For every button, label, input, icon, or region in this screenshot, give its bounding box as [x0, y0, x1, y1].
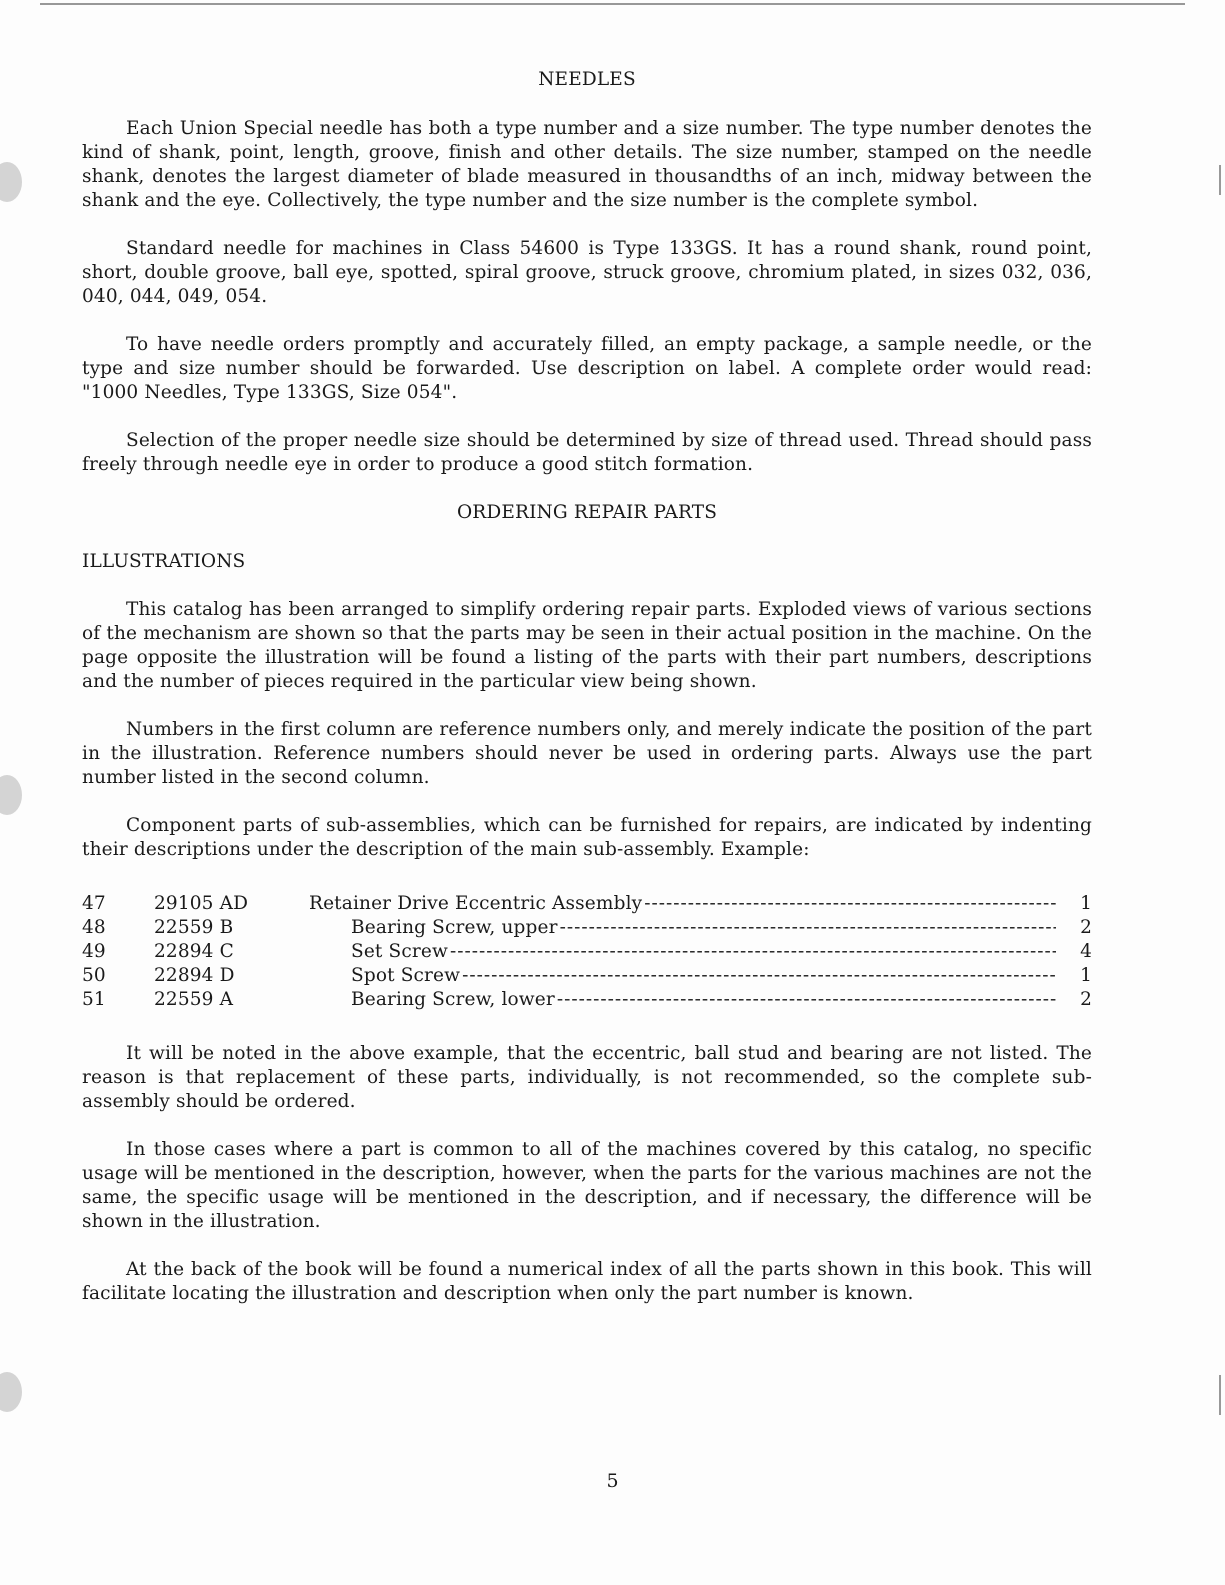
- repair-paragraph-4: It will be noted in the above example, that the eccentric, ball stud and bearing are not listed. The reason is that replacement of these parts, individually, is not recommended, so the complete sub-assembly should be ordered.: [82, 1043, 1092, 1112]
- quantity: 1: [1080, 965, 1092, 986]
- part-number: 22559 B: [154, 917, 234, 938]
- description-cell: [309, 916, 1056, 940]
- ref-number: 49: [82, 941, 106, 962]
- binder-hole: [0, 775, 22, 815]
- part-number: 29105 AD: [154, 893, 249, 914]
- description: Bearing Screw, lower: [351, 989, 555, 1010]
- leader-dashes: [557, 988, 1056, 1012]
- description-cell: [309, 988, 1056, 1012]
- needles-paragraph-2: Standard needle for machines in Class 54600 is Type 133GS. It has a round shank, round point, short, double groove, ball eye, spotted, spiral groove, struck groove, chromium plated, in sizes 032, 036, 040, 044, 049, 054.: [82, 238, 1092, 307]
- leader-dashes: [644, 892, 1056, 916]
- page-number: 5: [606, 1470, 619, 1492]
- leader-dashes: [462, 964, 1056, 988]
- example-row: [82, 988, 1092, 1012]
- example-row: [82, 940, 1092, 964]
- repair-paragraph-3: Component parts of sub-assemblies, which can be furnished for repairs, are indicated by indenting their descriptions under the description of the main sub-assembly. Example:: [82, 815, 1092, 860]
- repair-paragraph-6: At the back of the book will be found a numerical index of all the parts shown in this book. This will facilitate locating the illustration and description when only the part number is known.: [82, 1259, 1092, 1304]
- needles-heading: NEEDLES: [538, 69, 636, 90]
- quantity: 4: [1080, 941, 1092, 962]
- binder-hole: [0, 1372, 22, 1412]
- ref-number: 50: [82, 965, 106, 986]
- scan-edge-line: [40, 3, 1185, 5]
- ref-number: 51: [82, 989, 106, 1010]
- repair-paragraph-1: This catalog has been arranged to simplify ordering repair parts. Exploded views of various sections of the mechanism are shown so that the parts may be seen in their actual position in the machine. On the page opposite the illustration will be found a listing of the parts with their part numbers, descriptions and the number of pieces required in the particular view being shown.: [82, 599, 1092, 692]
- description-cell: [309, 964, 1056, 988]
- document-page: [82, 68, 1092, 1330]
- description: Set Screw: [351, 941, 448, 962]
- description: Spot Screw: [351, 965, 461, 986]
- binder-hole: [0, 162, 22, 202]
- repair-paragraph-2: Numbers in the first column are reference numbers only, and merely indicate the position of the part in the illustration. Reference numbers should never be used in ordering parts. Always use the part number listed in the second column.: [82, 719, 1092, 788]
- scan-edge-mark: [1219, 1375, 1221, 1415]
- description: Retainer Drive Eccentric Assembly: [309, 893, 643, 914]
- description-cell: [309, 940, 1056, 964]
- illustrations-subheading: ILLUSTRATIONS: [82, 551, 246, 572]
- example-row: [82, 916, 1092, 940]
- ref-number: 47: [82, 893, 106, 914]
- ref-number: 48: [82, 917, 106, 938]
- leader-dashes: [450, 940, 1056, 964]
- example-parts-list: [82, 892, 1092, 1012]
- needles-paragraph-4: Selection of the proper needle size should be determined by size of thread used. Thread should pass freely through needle eye in order to produce a good stitch formation.: [82, 430, 1092, 475]
- repair-paragraph-5: In those cases where a part is common to all of the machines covered by this catalog, no specific usage will be mentioned in the description, however, when the parts for the various machines are not the same, the specific usage will be mentioned in the description, and if necessary, the difference will be shown in the illustration.: [82, 1139, 1092, 1232]
- part-number: 22894 C: [154, 941, 234, 962]
- needles-paragraph-1: Each Union Special needle has both a type number and a size number. The type number denotes the kind of shank, point, length, groove, finish and other details. The size number, stamped on the needle shank, denotes the largest diameter of blade measured in thousandths of an inch, midway between the shank and the eye. Collectively, the type number and the size number is the complete symbol.: [82, 118, 1092, 211]
- example-row: [82, 892, 1092, 916]
- scan-edge-mark: [1219, 165, 1221, 195]
- quantity: 2: [1080, 917, 1092, 938]
- example-row: [82, 964, 1092, 988]
- quantity: 1: [1080, 893, 1092, 914]
- description-cell: [309, 892, 1056, 916]
- quantity: 2: [1080, 989, 1092, 1010]
- repair-parts-heading: ORDERING REPAIR PARTS: [456, 502, 718, 523]
- needles-paragraph-3: To have needle orders promptly and accurately filled, an empty package, a sample needle, or the type and size number should be forwarded. Use description on label. A complete order would read: "1000 Needles, Type 133GS, Size 054".: [82, 334, 1092, 403]
- part-number: 22559 A: [154, 989, 234, 1010]
- part-number: 22894 D: [154, 965, 235, 986]
- description: Bearing Screw, upper: [351, 917, 558, 938]
- leader-dashes: [560, 916, 1056, 940]
